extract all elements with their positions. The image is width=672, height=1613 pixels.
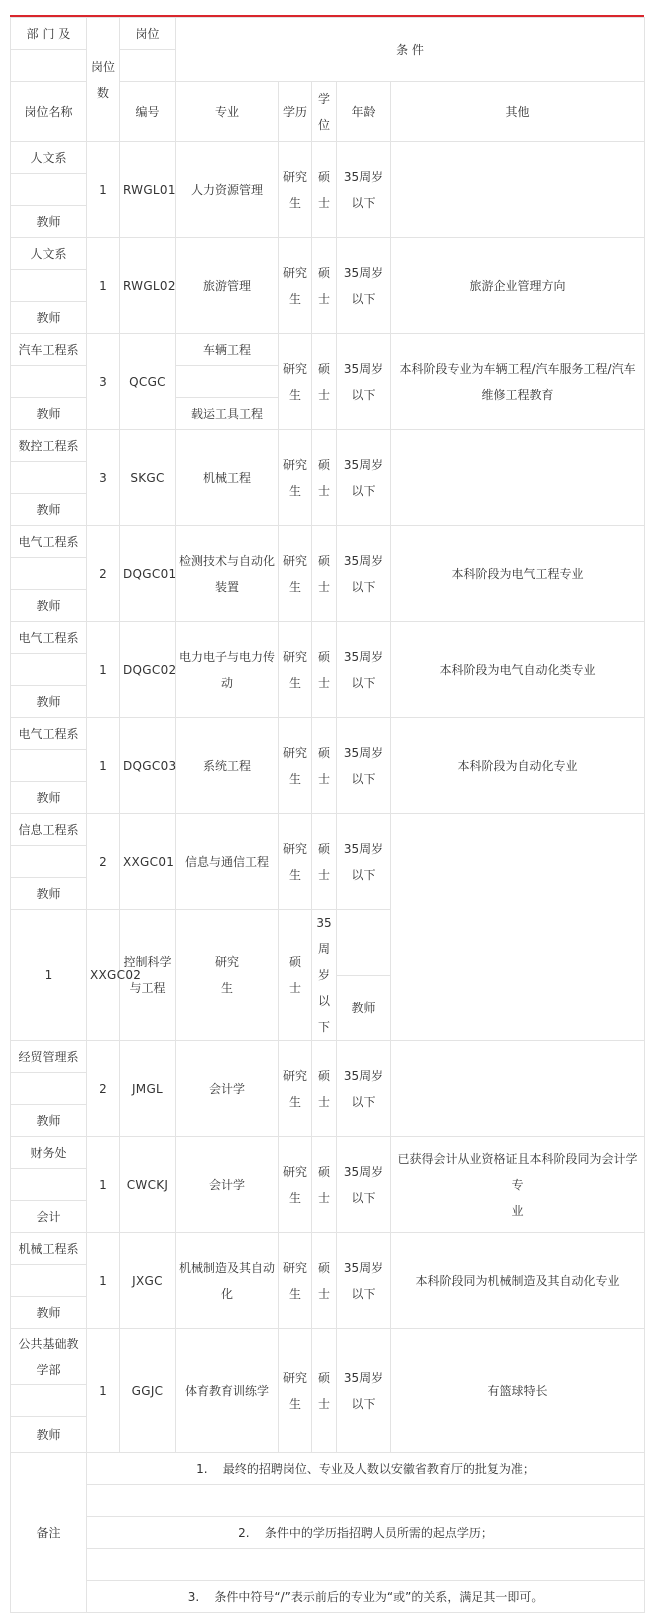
other-cell: 本科阶段为自动化专业	[391, 718, 645, 814]
title-cell: 教师	[11, 590, 87, 622]
dept-spacer	[11, 1385, 87, 1417]
dept-cell: 汽车工程系	[11, 334, 87, 366]
title-cell: 教师	[11, 206, 87, 238]
title-cell: 教师	[11, 398, 87, 430]
age-cell: 35周岁 以下	[337, 814, 391, 910]
major-cell: 机械制造及其自动 化	[176, 1233, 279, 1329]
title-cell: 教师	[337, 975, 391, 1041]
age-cell: 35周岁 以下	[337, 622, 391, 718]
major-cell: 系统工程	[176, 718, 279, 814]
degree-cell: 硕 士	[312, 1041, 337, 1137]
header-education: 学历	[279, 82, 312, 142]
major-cell: 人力资源管理	[176, 142, 279, 238]
other-cell: 本科阶段专业为车辆工程/汽车服务工程/汽车维修工程教育	[391, 334, 645, 430]
count-cell: 2	[87, 814, 120, 910]
age-cell: 35周岁 以下	[337, 1041, 391, 1137]
major-cell: 信息与通信工程	[176, 814, 279, 910]
degree-cell: 硕 士	[312, 718, 337, 814]
code-cell: XXGC02	[87, 910, 120, 1041]
header-major: 专业	[176, 82, 279, 142]
degree-cell: 硕 士	[312, 1329, 337, 1453]
dept-cell: 机械工程系	[11, 1233, 87, 1265]
age-cell: 35周岁 以下	[337, 526, 391, 622]
count-cell: 1	[87, 1329, 120, 1453]
note-spacer	[87, 1549, 645, 1581]
age-cell: 35周岁 以下	[312, 910, 337, 1041]
major-cell: 电力电子与电力传 动	[176, 622, 279, 718]
count-cell: 1	[87, 142, 120, 238]
count-cell: 2	[87, 526, 120, 622]
major-cell: 机械工程	[176, 430, 279, 526]
education-cell: 研究 生	[279, 334, 312, 430]
dept-cell: 电气工程系	[11, 526, 87, 558]
education-cell: 研究 生	[279, 1041, 312, 1137]
degree-cell: 硕 士	[279, 910, 312, 1041]
dept-spacer	[11, 270, 87, 302]
dept-spacer	[11, 750, 87, 782]
other-cell	[391, 142, 645, 238]
education-cell: 研究 生	[279, 622, 312, 718]
header-dept-bottom: 岗位名称	[11, 82, 87, 142]
dept-spacer	[11, 558, 87, 590]
code-cell: SKGC	[120, 430, 176, 526]
other-cell	[391, 430, 645, 526]
age-cell: 35周岁 以下	[337, 142, 391, 238]
major-cell: 体育教育训练学	[176, 1329, 279, 1453]
title-cell: 教师	[11, 1105, 87, 1137]
degree-cell: 硕 士	[312, 622, 337, 718]
header-degree: 学 位	[312, 82, 337, 142]
major-cell: 会计学	[176, 1137, 279, 1233]
count-cell: 1	[11, 910, 87, 1041]
code-cell: CWCKJ	[120, 1137, 176, 1233]
other-cell	[391, 814, 645, 1041]
count-cell: 1	[87, 1137, 120, 1233]
dept-spacer	[337, 910, 391, 976]
other-cell: 已获得会计从业资格证且本科阶段同为会计学专 业	[391, 1137, 645, 1233]
degree-cell: 硕 士	[312, 1137, 337, 1233]
code-cell: JMGL	[120, 1041, 176, 1137]
header-other: 其他	[391, 82, 645, 142]
other-cell: 旅游企业管理方向	[391, 238, 645, 334]
age-cell: 35周岁 以下	[337, 718, 391, 814]
major-cell: 车辆工程	[176, 334, 279, 366]
count-cell: 1	[87, 622, 120, 718]
note-spacer	[87, 1485, 645, 1517]
dept-spacer	[11, 1073, 87, 1105]
dept-spacer	[11, 174, 87, 206]
code-cell: QCGC	[120, 334, 176, 430]
education-cell: 研究 生	[279, 1329, 312, 1453]
header-conditions: 条 件	[176, 18, 645, 82]
education-cell: 研究 生	[279, 238, 312, 334]
title-cell: 教师	[11, 1417, 87, 1453]
code-cell: DQGC01	[120, 526, 176, 622]
header-code-bottom: 编号	[120, 82, 176, 142]
header-dept-top: 部 门 及	[11, 18, 87, 50]
title-cell: 教师	[11, 494, 87, 526]
note-item: 1. 最终的招聘岗位、专业及人数以安徽省教育厅的批复为准；	[87, 1453, 645, 1485]
education-cell: 研究 生	[279, 526, 312, 622]
major-cell: 载运工具工程	[176, 398, 279, 430]
header-code-top: 岗位	[120, 18, 176, 50]
title-cell: 教师	[11, 1297, 87, 1329]
degree-cell: 硕 士	[312, 334, 337, 430]
code-cell: DQGC02	[120, 622, 176, 718]
dept-spacer	[11, 366, 87, 398]
education-cell: 研究 生	[279, 718, 312, 814]
age-cell: 35周岁 以下	[337, 1329, 391, 1453]
count-cell: 3	[87, 334, 120, 430]
header-age: 年龄	[337, 82, 391, 142]
recruitment-table	[10, 17, 645, 1613]
education-cell: 研究 生	[279, 1233, 312, 1329]
note-item: 3. 条件中符号“/”表示前后的专业为“或”的关系，满足其一即可。	[87, 1581, 645, 1613]
major-cell: 控制科学与工程	[120, 910, 176, 1041]
major-cell: 检测技术与自动化 装置	[176, 526, 279, 622]
code-cell: XXGC01	[120, 814, 176, 910]
degree-cell: 硕 士	[312, 238, 337, 334]
dept-cell: 电气工程系	[11, 718, 87, 750]
count-cell: 3	[87, 430, 120, 526]
dept-cell: 信息工程系	[11, 814, 87, 846]
dept-spacer	[11, 654, 87, 686]
title-cell: 教师	[11, 302, 87, 334]
major-spacer	[176, 366, 279, 398]
education-cell: 研究 生	[279, 1137, 312, 1233]
other-cell: 本科阶段为电气工程专业	[391, 526, 645, 622]
dept-spacer	[11, 846, 87, 878]
education-cell: 研究 生	[279, 814, 312, 910]
title-cell: 教师	[11, 782, 87, 814]
degree-cell: 硕 士	[312, 1233, 337, 1329]
education-cell: 研究 生	[279, 430, 312, 526]
title-cell: 教师	[11, 686, 87, 718]
other-cell	[391, 1041, 645, 1137]
dept-cell: 人文系	[11, 238, 87, 270]
major-cell: 旅游管理	[176, 238, 279, 334]
education-cell: 研究 生	[176, 910, 279, 1041]
age-cell: 35周岁 以下	[337, 334, 391, 430]
code-cell: RWGL02	[120, 238, 176, 334]
dept-cell: 财务处	[11, 1137, 87, 1169]
dept-spacer	[11, 1265, 87, 1297]
age-cell: 35周岁 以下	[337, 238, 391, 334]
dept-cell: 公共基础教 学部	[11, 1329, 87, 1385]
notes-label: 备注	[11, 1453, 87, 1613]
major-cell: 会计学	[176, 1041, 279, 1137]
code-cell: DQGC03	[120, 718, 176, 814]
dept-cell: 人文系	[11, 142, 87, 174]
dept-cell: 数控工程系	[11, 430, 87, 462]
degree-cell: 硕 士	[312, 430, 337, 526]
age-cell: 35周岁 以下	[337, 1137, 391, 1233]
age-cell: 35周岁 以下	[337, 430, 391, 526]
title-cell: 会计	[11, 1201, 87, 1233]
count-cell: 1	[87, 238, 120, 334]
dept-cell: 电气工程系	[11, 622, 87, 654]
count-cell: 1	[87, 718, 120, 814]
title-cell: 教师	[11, 878, 87, 910]
degree-cell: 硕 士	[312, 526, 337, 622]
dept-spacer	[11, 462, 87, 494]
degree-cell: 硕 士	[312, 814, 337, 910]
age-cell: 35周岁 以下	[337, 1233, 391, 1329]
other-cell: 本科阶段为电气自动化类专业	[391, 622, 645, 718]
other-cell: 本科阶段同为机械制造及其自动化专业	[391, 1233, 645, 1329]
education-cell: 研究 生	[279, 142, 312, 238]
count-cell: 1	[87, 1233, 120, 1329]
degree-cell: 硕 士	[312, 142, 337, 238]
header-count: 岗位 数	[87, 18, 120, 142]
dept-cell: 经贸管理系	[11, 1041, 87, 1073]
note-item: 2. 条件中的学历指招聘人员所需的起点学历；	[87, 1517, 645, 1549]
code-cell: RWGL01	[120, 142, 176, 238]
count-cell: 2	[87, 1041, 120, 1137]
dept-spacer	[11, 1169, 87, 1201]
code-cell: GGJC	[120, 1329, 176, 1453]
other-cell: 有篮球特长	[391, 1329, 645, 1453]
code-cell: JXGC	[120, 1233, 176, 1329]
